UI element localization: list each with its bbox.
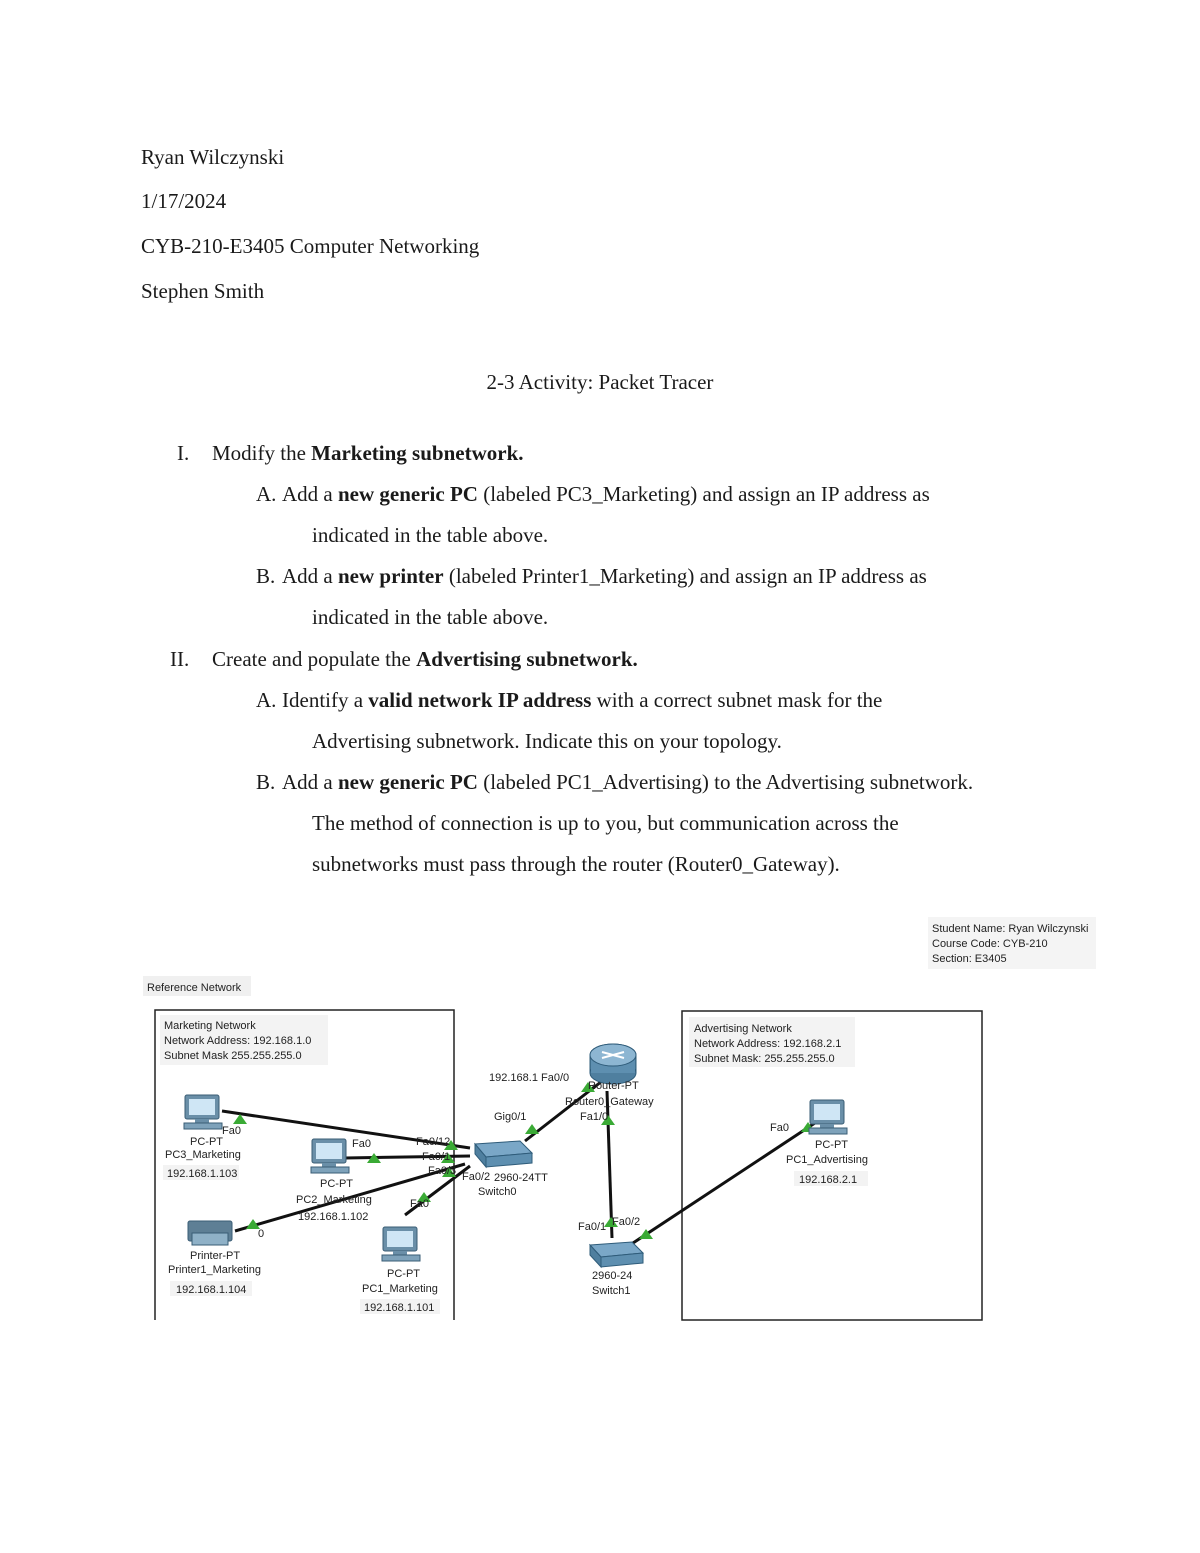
pc1-advertising-port-label: Fa0 (770, 1122, 789, 1134)
switch0-port-label: Fa0/1 (422, 1151, 451, 1163)
student-info-line: Course Code: CYB-210 (932, 938, 1048, 950)
switch0-port-label: Fa0/12 (416, 1136, 451, 1148)
switch0-name-label: Switch0 (478, 1186, 517, 1198)
pc2-type-label: PC-PT (320, 1178, 353, 1190)
section-heading: Modify the Marketing subnetwork. (212, 441, 524, 465)
instruction-text: Add a new generic PC (labeled PC1_Advertising) to the Advertising subnetwork. (282, 770, 974, 794)
pc1-marketing-icon[interactable] (382, 1227, 420, 1261)
printer-type-label: Printer-PT (190, 1250, 241, 1262)
printer-name-label: Printer1_Marketing (168, 1264, 261, 1276)
author-name: Ryan Wilczynski (141, 145, 285, 169)
pc1-marketing-name-label: PC1_Marketing (362, 1283, 438, 1295)
link-up-indicator (525, 1124, 539, 1134)
switch0-model-label: 2960-24TT (494, 1172, 548, 1184)
advertising-info-line: Subnet Mask: 255.255.255.0 (694, 1053, 835, 1065)
instruction-continuation: The method of connection is up to you, but communication across the (312, 811, 899, 835)
item-letter: B. (256, 564, 276, 588)
student-info-line: Student Name: Ryan Wilczynski (932, 923, 1089, 935)
printer-port-label: 0 (258, 1228, 265, 1240)
pc1-advertising-ip-label: 192.168.2.1 (799, 1174, 858, 1186)
pc3-type-label: PC-PT (190, 1136, 223, 1148)
pc1-marketing-port-label: Fa0 (410, 1198, 429, 1210)
instruction-text: Identify a valid network IP address with a correct subnet mask for the (282, 688, 883, 712)
pc1-marketing-ip-label: 192.168.1.101 (364, 1302, 435, 1314)
pc2-marketing-icon[interactable] (311, 1139, 349, 1173)
pc3-name-label: PC3_Marketing (165, 1149, 241, 1161)
instruction-text: Add a new generic PC (labeled PC3_Marketing) and assign an IP address as (282, 482, 930, 506)
pc3-port-label: Fa0 (222, 1125, 241, 1137)
pc3-marketing-icon[interactable] (184, 1095, 222, 1129)
instruction-continuation: subnetworks must pass through the router (Router0_Gateway). (312, 852, 840, 876)
instruction-continuation: Advertising subnetwork. Indicate this on your topology. (312, 729, 782, 753)
section-numeral: I. (177, 441, 190, 465)
pc1-advertising-icon[interactable] (809, 1100, 847, 1134)
course-name: CYB-210-E3405 Computer Networking (141, 234, 480, 258)
marketing-info-line: Subnet Mask 255.255.255.0 (164, 1050, 302, 1062)
instruction-continuation: indicated in the table above. (312, 605, 549, 629)
student-info-line: Section: E3405 (932, 953, 1007, 965)
item-letter: A. (256, 482, 277, 506)
pc2-name-label: PC2_Marketing (296, 1194, 372, 1206)
reference-network-label: Reference Network (147, 982, 242, 994)
switch1-icon[interactable] (590, 1242, 643, 1267)
switch0-port-label: Fa0/2 (462, 1171, 491, 1183)
switch0-icon[interactable] (475, 1141, 532, 1167)
network-topology-diagram (140, 915, 1100, 1325)
router-name-label: Router0_Gateway (565, 1096, 654, 1108)
section-numeral: II. (170, 647, 190, 671)
item-letter: B. (256, 770, 276, 794)
document-title: 2-3 Activity: Packet Tracer (486, 370, 714, 394)
pc1-advertising-type-label: PC-PT (815, 1139, 848, 1151)
advertising-info-line: Network Address: 192.168.2.1 (694, 1038, 842, 1050)
switch1-name-label: Switch1 (592, 1285, 631, 1297)
switch1-port-label: Fa0/2 (612, 1216, 641, 1228)
document-date: 1/17/2024 (141, 189, 227, 213)
router-icon[interactable] (590, 1044, 636, 1084)
advertising-info-line: Advertising Network (694, 1023, 792, 1035)
router-port-label: Fa1/0 (580, 1111, 609, 1123)
marketing-info-line: Network Address: 192.168.1.0 (164, 1035, 312, 1047)
printer-ip-label: 192.168.1.104 (176, 1284, 247, 1296)
pc2-port-label: Fa0 (352, 1138, 371, 1150)
switch0-port-label: Fa0/3 (428, 1165, 457, 1177)
instructor-name: Stephen Smith (141, 279, 265, 303)
switch1-port-label: Fa0/1 (578, 1221, 607, 1233)
router-type-label: Router-PT (588, 1080, 639, 1092)
switch1-model-label: 2960-24 (592, 1270, 633, 1282)
marketing-info-line: Marketing Network (164, 1020, 256, 1032)
instruction-continuation: indicated in the table above. (312, 523, 549, 547)
switch0-uplink-label: Gig0/1 (494, 1111, 527, 1123)
printer-icon[interactable] (188, 1221, 232, 1245)
router-port-label: 192.168.1 Fa0/0 (489, 1072, 570, 1084)
section-heading: Create and populate the Advertising subnetwork. (212, 647, 638, 671)
instruction-text: Add a new printer (labeled Printer1_Marketing) and assign an IP address as (282, 564, 927, 588)
pc1-marketing-type-label: PC-PT (387, 1268, 420, 1280)
pc3-ip-label: 192.168.1.103 (167, 1168, 238, 1180)
pc1-advertising-name-label: PC1_Advertising (786, 1154, 868, 1166)
pc2-ip-label: 192.168.1.102 (298, 1211, 369, 1223)
item-letter: A. (256, 688, 277, 712)
